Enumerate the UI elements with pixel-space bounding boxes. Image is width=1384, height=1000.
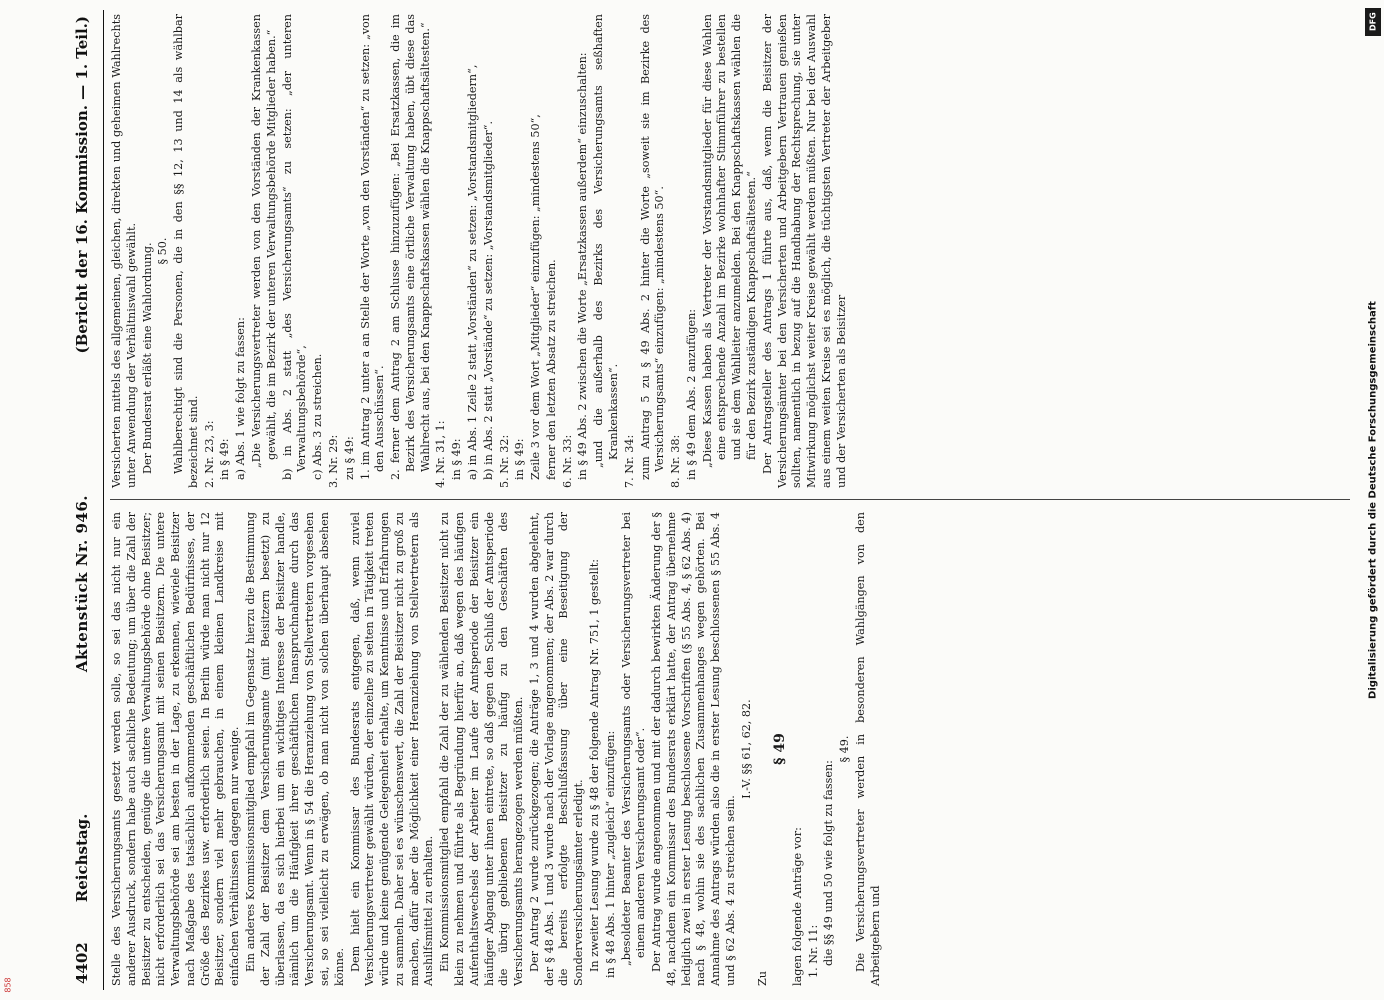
list-item: 6. Nr. 33:	[560, 434, 574, 488]
column-divider	[110, 499, 1350, 500]
list-item: 4. Nr. 31, 1:	[434, 420, 448, 488]
list-item: „Die Versicherungsvertreter werden von den Vorständen der Krankenkassen gewählt, die im Bezirk der unteren Verwaltungsbehörde Mitglieder haben.“	[250, 14, 278, 468]
zu-label: Zu	[755, 971, 769, 986]
section-heading: § 49	[772, 733, 789, 765]
page-number: 4402	[72, 942, 91, 984]
corner-mark	[2, 974, 14, 996]
paragraph: Dem hielt ein Kommissar des Bundesrats entgegen, daß, wenn zuviel Versicherungsvertreter gewählt würden, der einzelne zu selten in Tätigkeit treten würde und keine genügende Gelegenheit erhalte, um Kenntnisse und Erfahrungen zu sammeln. Daher sei es wünschenswert, die Zahl der Beisitzer nicht zu groß zu machen, dafür aber die Möglichkeit einer Heranziehung von Stellvertretern als Aushilfsmittel zu erhalten.	[348, 512, 436, 986]
paragraph: Stelle des Versicherungsamts gesetzt werden solle, so sei das nicht nur ein anderer Ausdruck, sondern habe auch sachliche Bedeutung; um über die Zahl der Beisitzer zu entscheiden, genüge die untere Verwaltungsbehörde ohne Beisitzer; nicht erforderlich sei das Versicherungsamt mit seinen Beisitzern. Die untere Verwaltungsbehörde sei am besten in der Lage, zu erkennen, wieviele Beisitzer nach Maßgabe des tatsächlich aufkommenden geschäftlichen Bedürfnisses, der Größe des Bezirkes usw. erforderlich seien. In Berlin würde man nicht nur 12 Beisitzer, sondern viel mehr gebrauchen, in einem kleinen Landkreise mit einfachen Verhältnissen dagegen nur wenige.	[110, 512, 242, 986]
paragraph: Versicherten mittels des allgemeinen, gleichen, direkten und geheimen Wahlrechts unter Anwendung der Verhältniswahl gewählt.	[110, 14, 138, 488]
list-item: 5. Nr. 32:	[497, 434, 511, 488]
list-item: b) in Abs. 2 statt „des Versicherungsamts“ zu setzen: „der unteren Verwaltungsbehörde“,	[280, 14, 309, 480]
paragraph: Der Antrag wurde angenommen und mit der dadurch bewirkten Änderung der § 48, nachdem ein Kommissar des Bundesrats erklärt hatte, der Antrag übernehme lediglich zwei in erster Lesung beschlossene Vorschriften (§ 55 Abs. 4, § 62 Abs. 4) nach § 48, wohin sie des sachlichen Zusammenhanges wegen gehörten. Bei Annahme des Antrags würden also die in erster Lesung beschlossenen § 55 Abs. 4 und § 62 Abs. 4 zu streichen sein.	[650, 512, 738, 986]
subsection-heading: § 49.	[838, 735, 852, 763]
list-item: „Diese Kassen haben als Vertreter der Vorstandsmitglieder für diese Wahlen eine entsprechende Anzahl im Bezirke wohnhafter Stimmführer zu bestellen und sie dem Wahlleiter anzumelden. Bei den Knappschaftskassen wählen die für den Bezirk zuständigen Knappschaftsältesten.“	[700, 14, 759, 468]
list-item: in § 49 Abs. 2 zwischen die Worte „Ersatzkassen außerdem“ einzuschalten:	[576, 52, 590, 480]
credit-text: Digitalisierung gefördert durch die Deutsche Forschungsgemeinschaft	[1367, 301, 1379, 699]
list-item: die §§ 49 und 50 wie folgt zu fassen:	[822, 760, 836, 966]
list-item: b) in Abs. 2 statt „Vorstände“ zu setzen: „Vorstandsmitglieder“.	[481, 120, 495, 480]
paragraph: in § 48 Abs. 1 hinter „zugleich“ einzufügen:	[603, 730, 617, 978]
text-columns	[110, 10, 1350, 990]
list-item: in § 49 dem Abs. 2 anzufügen:	[684, 308, 698, 480]
paragraph: lagen folgende Anträge vor:	[790, 827, 804, 986]
list-item: 8. Nr. 38:	[669, 434, 683, 488]
list-item: a) Abs. 1 wie folgt zu fassen:	[234, 317, 248, 480]
rotated-document	[60, 10, 1360, 990]
list-item: zu § 49:	[342, 436, 356, 480]
paragraph: Der Antragsteller des Antrags 1 führte aus, daß, wenn die Beisitzer der Versicherungsämter bei den Versicherten und Arbeitgebern Vertrauen genießen sollten, namentlich in bezug auf die Handhabung der Rechtsprechung, sie unter Mitwirkung möglichst weiter Kreise gewählt werden müßten. Nur bei der Auswahl aus einem weiten Kreise sei es möglich, die tüchtigsten Vertreter der Arbeitgeber und der Versicherten als Beisitzer	[760, 14, 848, 488]
list-item: 2. ferner dem Antrag 2 am Schlusse hinzuzufügen: „Bei Ersatzkassen, die im Bezirk des Versicherungsamts eine örtliche Verwaltung haben, übt diese das Wahlrecht aus, bei den Knappschaftskassen wählen die Knappschaftsältesten.“	[389, 14, 432, 480]
list-item: 2. Nr. 23, 3:	[202, 420, 216, 488]
dfg-logo: DFG	[1365, 8, 1381, 36]
list-item: 1. im Antrag 2 unter a an Stelle der Worte „von den Vorständen“ zu setzen: „von den Ausschüssen“.	[358, 14, 387, 480]
list-item: in § 49:	[450, 438, 464, 480]
header-right: (Bericht der 16. Kommission. — 1. Teil.)	[72, 16, 91, 354]
list-item: Zeile 3 vor dem Wort „Mitglieder“ einzufügen: „mindestens 50“,	[529, 114, 543, 480]
left-column	[110, 508, 1350, 990]
paragraph: Wahlberechtigt sind die Personen, die in den §§ 12, 13 und 14 als wählbar bezeichnet sind.	[172, 14, 200, 488]
paragraph: Ein anderes Kommissionsmitglied empfahl im Gegensatz hierzu die Bestimmung der Zahl der Beisitzer dem Versicherungsamte (mit Beisitzern besetzt) zu überlassen, da es sich hierbei um ein wichtiges Interesse der Beisitzer handle, nämlich um die Häufigkeit ihrer geschäftlichen Inanspruchnahme durch das Versicherungsamt. Wenn in § 54 die Heranziehung von Stellvertretern vorgesehen sei, so sei vielleicht zu erwägen, ob man nicht von solchen überhaupt absehen könne.	[244, 512, 346, 986]
paragraph: Ein Kommissionsmitglied empfahl die Zahl der zu wählenden Beisitzer nicht zu klein zu nehmen und führte als Begründung hierfür an, daß wegen des häufigen Aufenthaltswechsels der Arbeiter im Laufe der Amtsperiode der Beisitzer ein häufiger Abgang unter ihnen eintrete, so daß gegen den Schluß der Amtsperiode die übrig gebliebenen Beisitzer zu häufig zu den Geschäften des Versicherungsamts herangezogen werden müßten.	[438, 512, 526, 986]
list-item: zum Antrag 5 zu § 49 Abs. 2 hinter die Worte „soweit sie im Bezirke des Versicherungsamts“ einzufügen: „mindestens 50“.	[638, 14, 667, 480]
list-item: in § 49:	[513, 438, 527, 480]
reference: I.-V. §§ 61, 62, 82.	[739, 699, 753, 799]
right-column	[110, 10, 1350, 492]
corner-mark-text: 858	[3, 977, 13, 993]
digitization-credit	[1362, 0, 1384, 1000]
list-item: 1. Nr. 11:	[806, 924, 820, 978]
list-item: 3. Nr. 29:	[326, 434, 340, 488]
page-header	[60, 10, 104, 990]
list-item: 7. Nr. 34:	[622, 434, 636, 488]
paragraph: Der Bundesrat erläßt eine Wahlordnung.	[140, 242, 154, 474]
list-item: ferner den letzten Absatz zu streichen.	[544, 259, 558, 480]
list-item: „und die außerhalb des Bezirks des Versicherungsamts seßhaften Krankenkassen“.	[592, 14, 620, 468]
list-item: in § 49:	[218, 438, 232, 480]
list-item: c) Abs. 3 zu streichen.	[311, 353, 325, 480]
list-item: a) in Abs. 1 Zeile 2 statt „Vorständen“ zu setzen: „Vorstandsmitgliedern“,	[465, 64, 479, 480]
paragraph: „besoldeter Beamter des Versicherungsamts oder Versicherungsvertreter bei einem anderen Versicherungsamt oder“.	[619, 512, 648, 966]
header-title: Aktenstück Nr. 946.	[72, 495, 91, 673]
paragraph: Die Versicherungsvertreter werden in besonderen Wahlgängen von den Arbeitgebern und	[853, 512, 882, 986]
header-left: Reichstag.	[72, 813, 91, 903]
paragraph: Der Antrag 2 wurde zurückgezogen; die Anträge 1, 3 und 4 wurden abgelehnt, der § 48 Abs. 1 und 3 wurde nach der Vorlage angenommen; der Abs. 2 war durch die bereits erfolgte Beschlußfassung über eine Beseitigung der Sonderversicherungsämter erledigt.	[527, 512, 586, 986]
paragraph: In zweiter Lesung wurde zu § 48 der folgende Antrag Nr. 751, 1 gestellt:	[588, 558, 601, 972]
subsection-heading: § 50.	[156, 237, 170, 265]
